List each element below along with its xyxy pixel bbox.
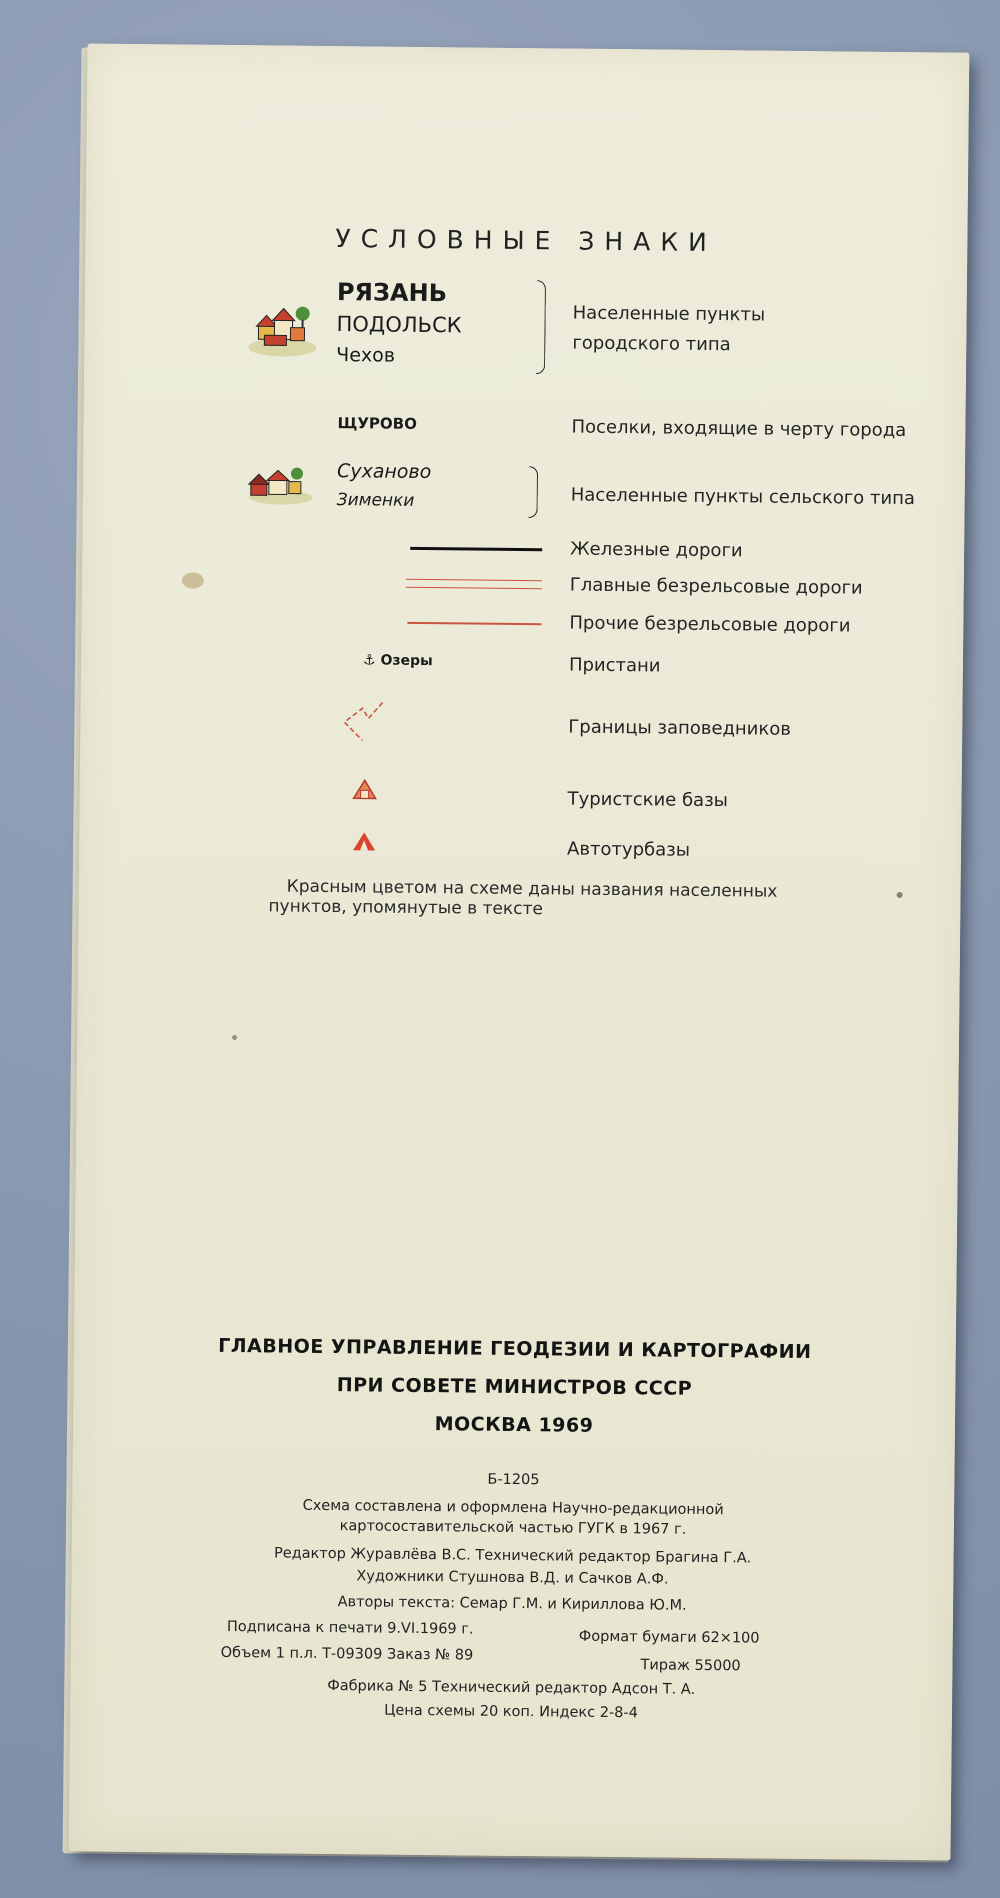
legend-title: УСЛОВНЫЕ ЗНАКИ (335, 224, 717, 258)
town-icon (244, 295, 319, 360)
tourist-base-icon (352, 778, 378, 800)
legend-note (268, 877, 868, 922)
urban-bracket (536, 280, 546, 374)
stain-mark (897, 892, 903, 898)
settlement-name-shchurovo: ЩУРОВО (337, 414, 418, 433)
imprint-line1: Схема составлена и оформлена Научно-редакционной (302, 1497, 724, 1519)
imprint-line8: Фабрика № 5 Технический редактор Адсон Т. А. (327, 1678, 696, 1698)
tourist-base-description: Туристские базы (567, 788, 729, 812)
reserve-description: Границы заповедников (568, 716, 792, 740)
main-road-line (406, 579, 542, 589)
other-road-line (407, 622, 541, 625)
railway-description: Железные дороги (570, 538, 743, 562)
imprint-line7b: Тираж 55000 (640, 1657, 741, 1675)
reserve-boundary-icon (338, 698, 396, 745)
imprint-line3: Редактор Журавлёва В.С. Технический редактор Брагина Г.А. (273, 1545, 752, 1567)
main-road-description: Главные безрельсовые дороги (569, 574, 863, 599)
auto-base-description: Автотурбазы (566, 838, 691, 861)
pier-description: Пристани (568, 654, 661, 677)
anchor-icon: ⚓ (362, 652, 376, 669)
urban-description (572, 299, 765, 360)
city-name-ryazan: РЯЗАНЬ (336, 278, 448, 308)
stain-mark (182, 572, 204, 588)
legend-sheet (69, 43, 970, 1860)
railway-line (410, 547, 542, 551)
other-road-description: Прочие безрельсовые дороги (569, 612, 851, 637)
note-line1: Красным цветом на схеме даны названия населенных (286, 876, 778, 902)
imprint-line2: картосоставительской частью ГУГК в 1967 г. (339, 1518, 687, 1538)
city-name-chekhov: Чехов (336, 344, 396, 367)
publisher-line3: МОСКВА 1969 (434, 1413, 594, 1437)
stain-mark (232, 1035, 237, 1040)
village-icon (243, 459, 317, 508)
urban-desc-line1: Населенные пункты (572, 302, 766, 326)
rural-bracket (529, 466, 539, 518)
imprint-line9: Цена схемы 20 коп. Индекс 2-8-4 (384, 1702, 638, 1722)
pier-sample-name: Озеры (380, 652, 433, 670)
imprint-line4: Художники Стушнова В.Д. и Сачков А.Ф. (356, 1568, 669, 1588)
imprint-line7a: Объем 1 п.л. Т-09309 Заказ № 89 (220, 1644, 474, 1664)
imprint-line5: Авторы текста: Семар Г.М. и Кириллова Ю.М. (337, 1594, 687, 1614)
urban-desc-line2: городского типа (572, 332, 731, 355)
imprint-line6b: Формат бумаги 62×100 (578, 1628, 760, 1647)
rural-description: Населенные пункты сельского типа (570, 484, 916, 510)
settlement-description: Поселки, входящие в черту города (571, 416, 907, 442)
publisher-line2: ПРИ СОВЕТЕ МИНИСТРОВ СССР (336, 1374, 693, 1400)
pier-sample (363, 652, 433, 669)
village-name-sukhanovo: Суханово (336, 460, 432, 484)
note-line2: пунктов, упомянутые в тексте (268, 895, 544, 919)
village-name-zimenki: Зименки (336, 490, 415, 511)
city-name-podolsk: ПОДОЛЬСК (336, 312, 462, 338)
imprint-line6a: Подписана к печати 9.VI.1969 г. (226, 1618, 474, 1638)
publisher-line1: ГЛАВНОЕ УПРАВЛЕНИЕ ГЕОДЕЗИИ И КАРТОГРАФИИ (218, 1334, 812, 1364)
auto-base-icon (351, 830, 377, 852)
print-code: Б-1205 (487, 1471, 540, 1489)
